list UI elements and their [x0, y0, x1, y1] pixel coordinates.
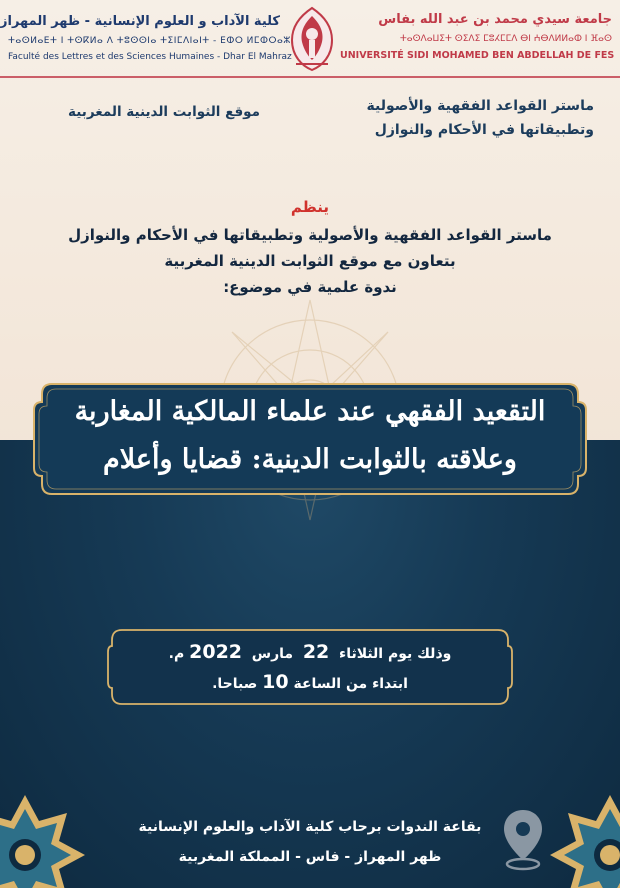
faculty-name-ar: كلية الآداب و العلوم الإنسانية - ظهر المهراز [0, 14, 280, 29]
intro-block [20, 198, 600, 300]
star-ornament-icon [0, 790, 90, 888]
master-line-1: ماستر القواعد الفقهية والأصولية [366, 98, 594, 114]
title-line-2: وعلاقته بالثوابت الدينية: قضايا وأعلام [103, 444, 517, 475]
intro-line-1: ماستر القواعد الفقهية والأصولية وتطبيقاتها في الأحكام والنوازل [68, 226, 552, 244]
date-suffix: م. [168, 646, 185, 662]
venue-info [110, 812, 510, 872]
faculty-name-fr: Faculté des Lettres et des Sciences Humaines - Dhar El Mahraz [8, 52, 292, 62]
university-name-fr: UNIVERSITÉ SIDI MOHAMED BEN ABDELLAH DE FES [340, 50, 615, 61]
header [0, 0, 620, 80]
date-line-1 [106, 638, 514, 668]
organizes-word: ينظم [290, 198, 330, 216]
venue-line-2: ظهر المهراز - فاس - المملكة المغربية [178, 849, 442, 865]
date-day-label: وذلك يوم الثلاثاء [339, 646, 452, 662]
faculty-name-tifinagh: ⵜⴰⵙⵍⴰⴹⵜ ⵏ ⵜⵙⴽⵍⴰ ⴷ ⵜⵓⵙⵙⵏⴰ ⵜⵉⵏⵎⴷⵏⴰⵏⵜ - ⴹⵀⵔ ⵍⵎⵀⵔⴰⵣ [8, 36, 291, 46]
master-line-2: وتطبيقاتها في الأحكام والنوازل [374, 122, 594, 138]
site-name: موقع الثوابت الدينية المغربية [68, 104, 260, 120]
intro-line-3: ندوة علمية في موضوع: [223, 278, 397, 296]
location-pin-icon [500, 808, 546, 872]
date-day: 22 [302, 641, 330, 663]
time-suffix: صباحا. [212, 676, 258, 692]
time-hour: 10 [262, 671, 289, 693]
university-name-tifinagh: ⵜⴰⵙⴷⴰⵡⵉⵜ ⵙⵉⴷⵉ ⵎⵓⵃⵎⵎⴷ ⴱⵏ ⵄⴱⴷⵍⵍⴰⵀ ⵏ ⴼⴰⵙ [399, 34, 612, 44]
university-logo-icon [286, 6, 338, 72]
intro-line-2: بتعاون مع موقع الثوابت الدينية المغربية [164, 252, 456, 270]
venue-line-1: بقاعة الندوات برحاب كلية الآداب والعلوم الإنسانية [138, 819, 482, 835]
university-name-ar: جامعة سيدي محمد بن عبد الله بفاس [378, 12, 612, 27]
star-ornament-icon [545, 790, 620, 888]
time-label: ابتداء من الساعة [293, 676, 408, 692]
master-program-name [334, 94, 594, 142]
header-divider [0, 76, 620, 78]
date-line-2 [106, 668, 514, 698]
date-year: 2022 [189, 641, 243, 663]
seminar-title [30, 388, 590, 484]
date-info [106, 638, 514, 698]
date-month: مارس [251, 646, 294, 662]
title-line-1: التقعيد الفقهي عند علماء المالكية المغاربة [74, 396, 546, 427]
